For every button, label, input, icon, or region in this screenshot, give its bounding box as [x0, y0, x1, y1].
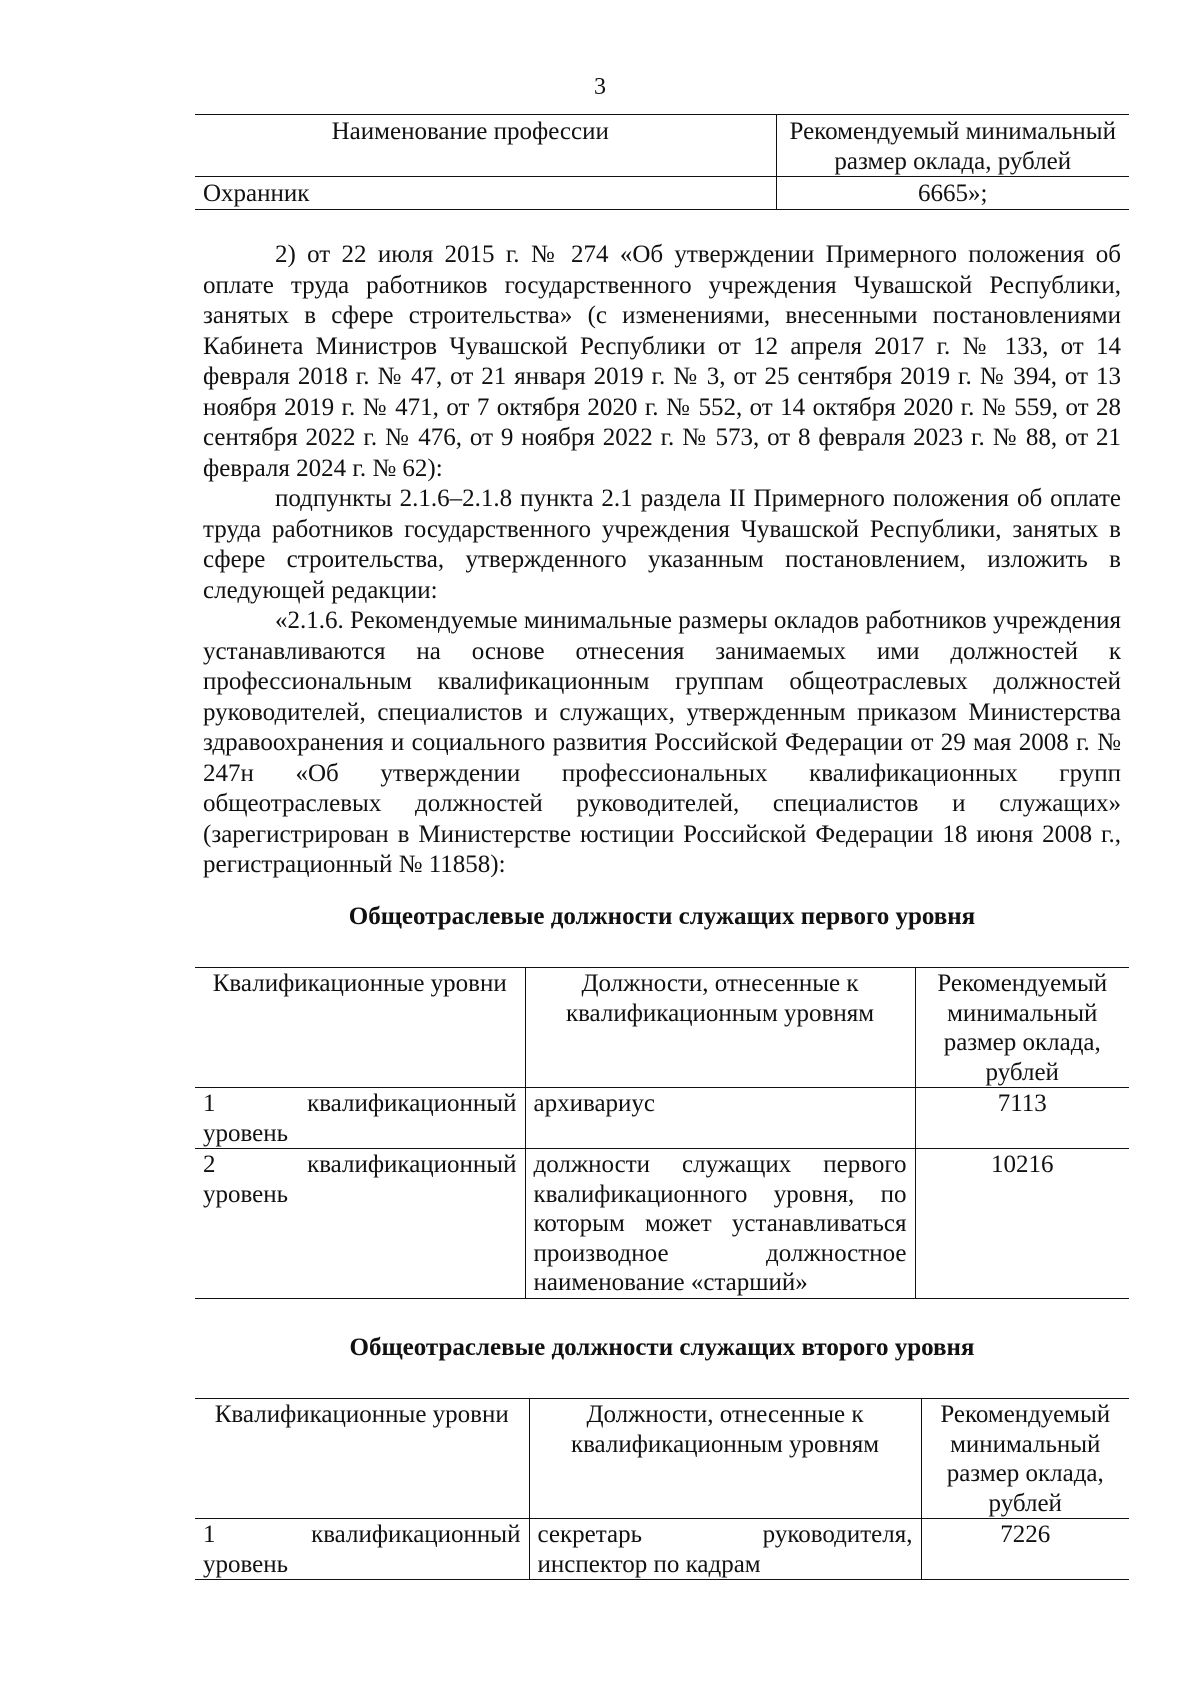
position-cell: архивариус [525, 1088, 915, 1149]
profession-salary-table [195, 114, 1129, 210]
qualification-level-cell [195, 1088, 525, 1149]
table-header-row [195, 115, 1129, 177]
header-positions: Должности, отнесенные к квалификационным уровням [529, 1399, 921, 1519]
header-min-salary: Рекомендуемый минимальный размер оклада, рублей [915, 968, 1129, 1088]
salary-cell: 10216 [915, 1149, 1129, 1299]
section-heading-first-level: Общеотраслевые должности служащих первого уровня [348, 903, 976, 930]
qualification-level-cell [195, 1519, 529, 1580]
position-cell: должности служащих первого квалификационного уровня, по которым может устанавливаться производное должностное наименование «старший» [525, 1149, 915, 1299]
qualification-level-text: 1 квалификационный уровень [203, 1090, 517, 1147]
salary-cell: 7113 [915, 1088, 1129, 1149]
header-qualification-levels: Квалификационные уровни [195, 1399, 529, 1519]
header-min-salary: Рекомендуемый минимальный размер оклада, рублей [776, 115, 1129, 177]
header-qualification-levels: Квалификационные уровни [195, 968, 525, 1088]
first-level-positions-table [195, 967, 1129, 1299]
table-row [195, 1149, 1129, 1299]
section-heading-second-level: Общеотраслевые должности служащих второго уровня [349, 1334, 975, 1361]
paragraph-2-1-6: «2.1.6. Рекомендуемые минимальные размеры окладов работников учреждения устанавливаются на основе отнесения занимаемых ими должностей к профессиональным квалификационным группам общеотраслевых должностей руководителей, специалистов и служащих, утвержденным приказом Министерства здравоохранения и социального развития Российской Федерации от 29 мая 2008 г. № 247н «Об утверждении профессиональных квалификационных групп общеотраслевых должностей руководителей, специалистов и служащих» (зарегистрирован в Министерстве юстиции Российской Федерации 18 июня 2008 г., регистрационный № 11858): [203, 607, 1121, 878]
salary-cell: 6665»; [776, 177, 1129, 210]
header-min-salary: Рекомендуемый минимальный размер оклада, рублей [921, 1399, 1129, 1519]
paragraph-resolution-274: 2) от 22 июля 2015 г. № 274 «Об утверждении Примерного положения об оплате труда работников государственного учреждения Чувашской Республики, занятых в сфере строительства» (с изменениями, внесенными постановлениями Кабинета Министров Чувашской Республики от 12 апреля 2017 г. № 133, от 14 февраля 2018 г. № 47, от 21 января 2019 г. № 3, от 25 сентября 2019 г. № 394, от 13 ноября 2019 г. № 471, от 7 октября 2020 г. № 552, от 14 октября 2020 г. № 559, от 28 сентября 2022 г. № 476, от 9 ноября 2022 г. № 573, от 8 февраля 2023 г. № 88, от 21 февраля 2024 г. № 62): [203, 241, 1121, 482]
qualification-level-cell [195, 1149, 525, 1299]
page-number: 3 [594, 74, 606, 100]
second-level-positions-table [195, 1398, 1129, 1580]
table-header-row [195, 1399, 1129, 1519]
header-profession-name: Наименование профессии [195, 115, 776, 177]
table-row [195, 177, 1129, 210]
table-header-row [195, 968, 1129, 1088]
table-row [195, 1519, 1129, 1580]
table-row [195, 1088, 1129, 1149]
profession-cell: Охранник [195, 177, 776, 210]
header-positions: Должности, отнесенные к квалификационным уровням [525, 968, 915, 1088]
qualification-level-text: 2 квалификационный уровень [203, 1151, 517, 1208]
body-text [203, 240, 1121, 881]
salary-cell: 7226 [921, 1519, 1129, 1580]
paragraph-subclauses: подпункты 2.1.6–2.1.8 пункта 2.1 раздела II Примерного положения об оплате труда работников государственного учреждения Чувашской Республики, занятых в сфере строительства, утвержденного указанным постановлением, изложить в следующей редакции: [203, 485, 1121, 604]
qualification-level-text: 1 квалификационный уровень [203, 1521, 521, 1578]
position-cell: секретарь руководителя, инспектор по кадрам [529, 1519, 921, 1580]
